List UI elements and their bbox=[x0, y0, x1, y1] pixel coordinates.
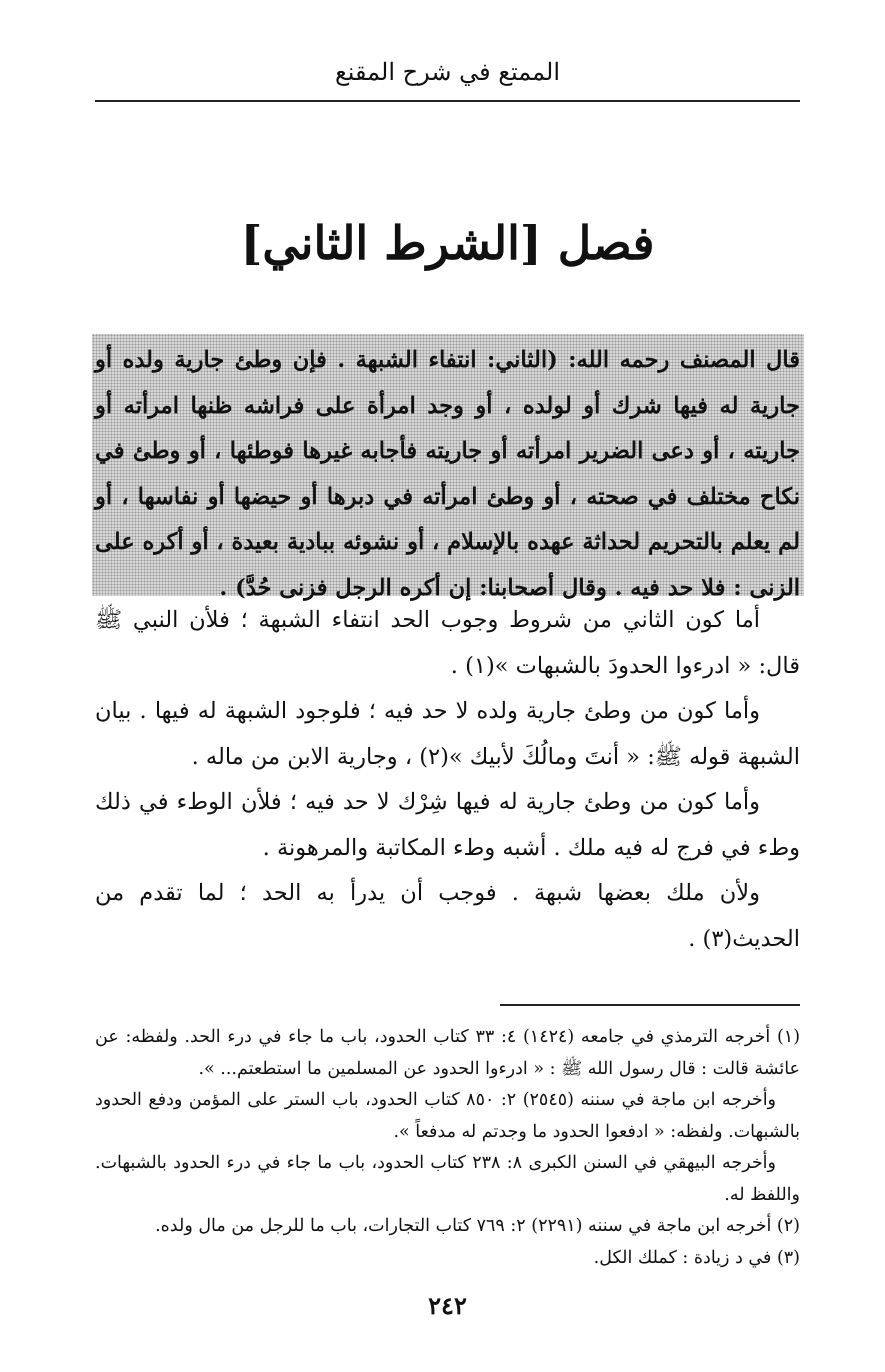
chapter-title: فصل [الشرط الثاني] bbox=[240, 216, 655, 270]
footnote-divider bbox=[500, 1004, 800, 1006]
commentary-paragraph-2: وأما كون من وطئ جارية ولده لا حد فيه ؛ فلوجود الشبهة له فيها . بيان الشبهة قوله ﷺ: « أنتَ ومالُكَ لأبيك »(٢) ، وجارية الابن من ماله . bbox=[95, 698, 800, 770]
matn-text: قال المصنف رحمه الله: (الثاني: انتفاء الشبهة . فإن وطئ جارية ولده أو جارية له فيها شرك أو لولده ، أو وجد امرأة على فراشه ظنها امرأته أو جاريته ، أو دعى الضرير امرأته أو جاريته فأجابه غيرها فوطئها ، أو وطئ في نكاح مختلف في صحته ، أو وطئ امرأته في دبرها أو حيضها أو نفاسها ، أو لم يعلم بالتحريم لحداثة عهده بالإسلام ، أو نشوئه ببادية بعيدة ، أو أكره على الزنى : فلا حد فيه . وقال أصحابنا: إن أكره الرجل فزنى حُدَّ) . bbox=[95, 347, 800, 601]
commentary-paragraph-4: ولأن ملك بعضها شبهة . فوجب أن يدرأ به الحد ؛ لما تقدم من الحديث(٣) . bbox=[95, 880, 800, 952]
commentary-paragraph-3: وأما كون من وطئ جارية له فيها شِرْك لا حد فيه ؛ فلأن الوطء في ذلك وطء في فرج له فيه ملك . أشبه وطء المكاتبة والمرهونة . bbox=[95, 789, 800, 861]
footnote-1-continuation-b: وأخرجه البيهقي في السنن الكبرى ٨: ٢٣٨ كتاب الحدود، باب ما جاء في درء الحدود بالشبهات. واللفظ له. bbox=[95, 1153, 800, 1205]
footnote-1-continuation-a: وأخرجه ابن ماجة في سننه (٢٥٤٥) ٢: ٨٥٠ كتاب الحدود، باب الستر على المؤمن ودفع الحدود بالشبهات. ولفظه: « ادفعوا الحدود ما وجدتم له مدفعاً ». bbox=[95, 1090, 800, 1142]
commentary-paragraph-1: أما كون الثاني من شروط وجوب الحد انتفاء الشبهة ؛ فلأن النبي ﷺ قال: « ادرءوا الحدودَ بالشبهات »(١) . bbox=[95, 607, 800, 679]
footnote-1: (١) أخرجه الترمذي في جامعه (١٤٢٤) ٤: ٣٣ كتاب الحدود، باب ما جاء في درء الحد. ولفظه: عن عائشة قالت : قال رسول الله ﷺ : « ادرءوا الحدود عن المسلمين ما استطعتم... ». bbox=[95, 1027, 801, 1079]
footnote-2: (٢) أخرجه ابن ماجة في سننه (٢٢٩١) ٢: ٧٦٩ كتاب التجارات، باب ما للرجل من مال ولده. bbox=[155, 1216, 800, 1236]
footnotes bbox=[95, 1022, 800, 1274]
page-number: ٢٤٢ bbox=[428, 1291, 467, 1320]
header-divider bbox=[95, 100, 800, 102]
running-header: الممتع في شرح المقنع bbox=[335, 58, 560, 86]
footnote-3: (٣) في د زيادة : كملك الكل. bbox=[593, 1247, 800, 1268]
